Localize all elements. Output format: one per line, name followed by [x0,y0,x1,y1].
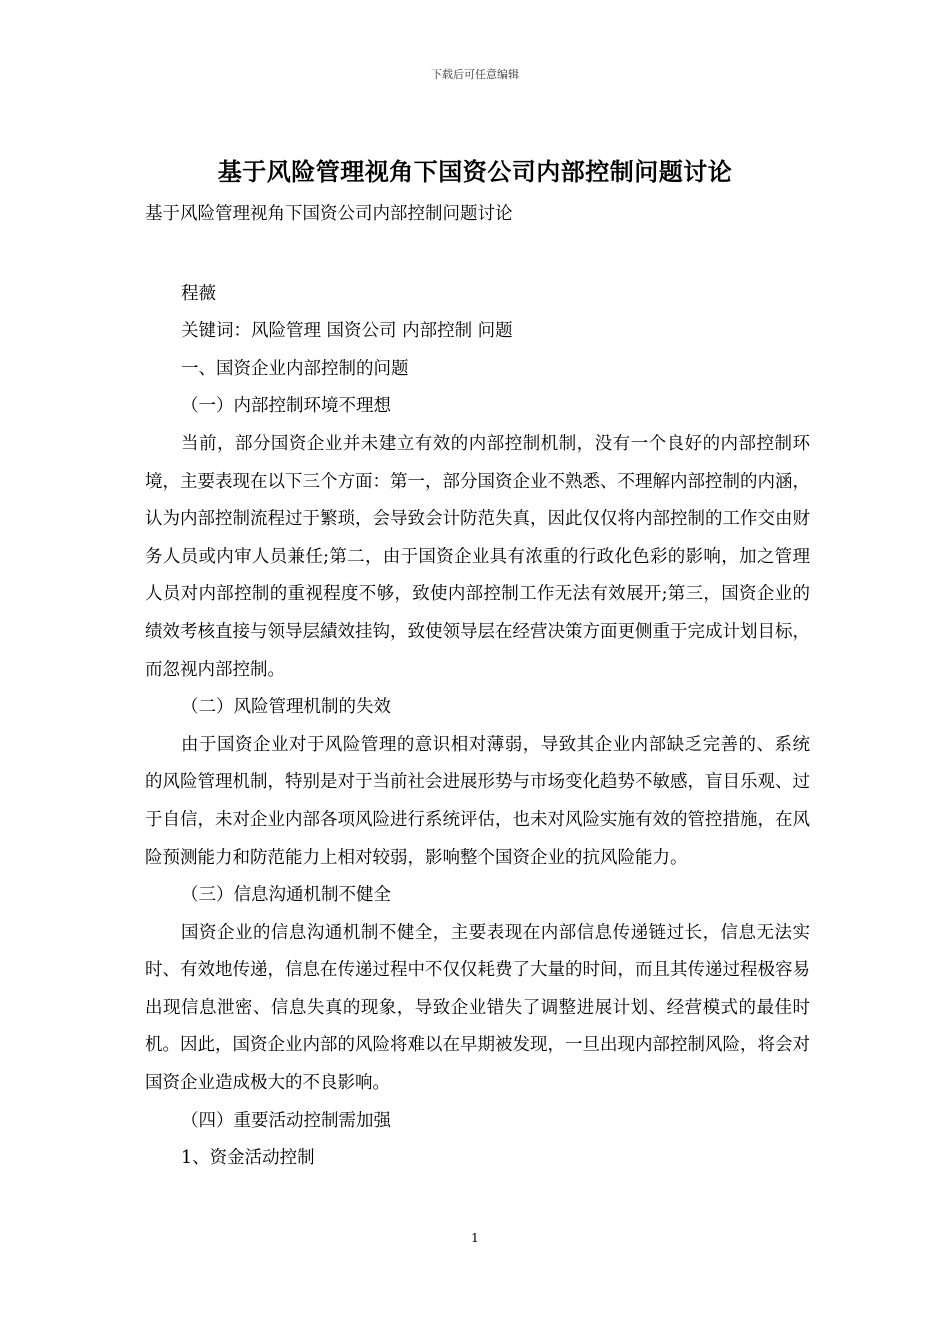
item-heading-1: 1、资金活动控制 [181,1148,315,1169]
page-number: 1 [471,1231,479,1245]
subsection-heading-1: （一）内部控制环境不理想 [181,396,391,417]
paragraph-2: 由于国资企业对于风险管理的意识相对薄弱，导致其企业内部缺乏完善的、系统的风险管理机制，特别是对于当前社会进展形势与市场变化趋势不敏感，盲目乐观、过于自信，未对企业内部各项风险进行系统评估，也未对风险实施有效的管控措施，在风险预测能力和防范能力上相对较弱，影响整个国资企业的抗风险能力。 [145,734,810,868]
paragraph-1: 当前，部分国资企业并未建立有效的内部控制机制，没有一个良好的内部控制环境，主要表现在以下三个方面：第一，部分国资企业不熟悉、不理解内部控制的内涵，认为内部控制流程过于繁琐，会导致会计防范失真，因此仅仅将内部控制的工作交由财务人员或内审人员兼任;第二，由于国资企业具有浓重的行政化色彩的影响，加之管理人员对内部控制的重视程度不够，致使内部控制工作无法有效展开;第三，国资企业的绩效考核直接与领导层績效挂钩，致使领导层在经营决策方面更侧重于完成计划目标，而忽视内部控制。 [145,433,810,680]
document-title: 基于风险管理视角下国资公司内部控制问题讨论 [217,157,733,186]
paragraph-3: 国资企业的信息沟通机制不健全，主要表现在内部信息传递链过长，信息无法实时、有效地传递，信息在传递过程中不仅仅耗费了大量的时间，而且其传递过程极容易出现信息泄密、信息失真的现象，导致企业错失了调整进展计划、经营模式的最佳时机。因此，国资企业内部的风险将难以在早期被发现，一旦出现内部控制风险，将会对国资企业造成极大的不良影响。 [145,922,810,1094]
keywords-line: 关键词：风险管理 国资公司 内部控制 问题 [181,321,513,342]
section-heading-1: 一、国资企业内部控制的问题 [181,358,409,379]
blank-line [145,234,810,276]
subsection-heading-3: （三）信息沟通机制不健全 [181,885,391,906]
subsection-heading-2: （二）风险管理机制的失效 [181,697,391,718]
document-body [145,196,810,1178]
header-note: 下载后可任意编辑 [431,68,519,81]
document-subtitle: 基于风险管理视角下国资公司内部控制问题讨论 [145,204,513,224]
author-name: 程薇 [181,283,216,304]
subsection-heading-4: （四）重要活动控制需加强 [181,1110,391,1131]
